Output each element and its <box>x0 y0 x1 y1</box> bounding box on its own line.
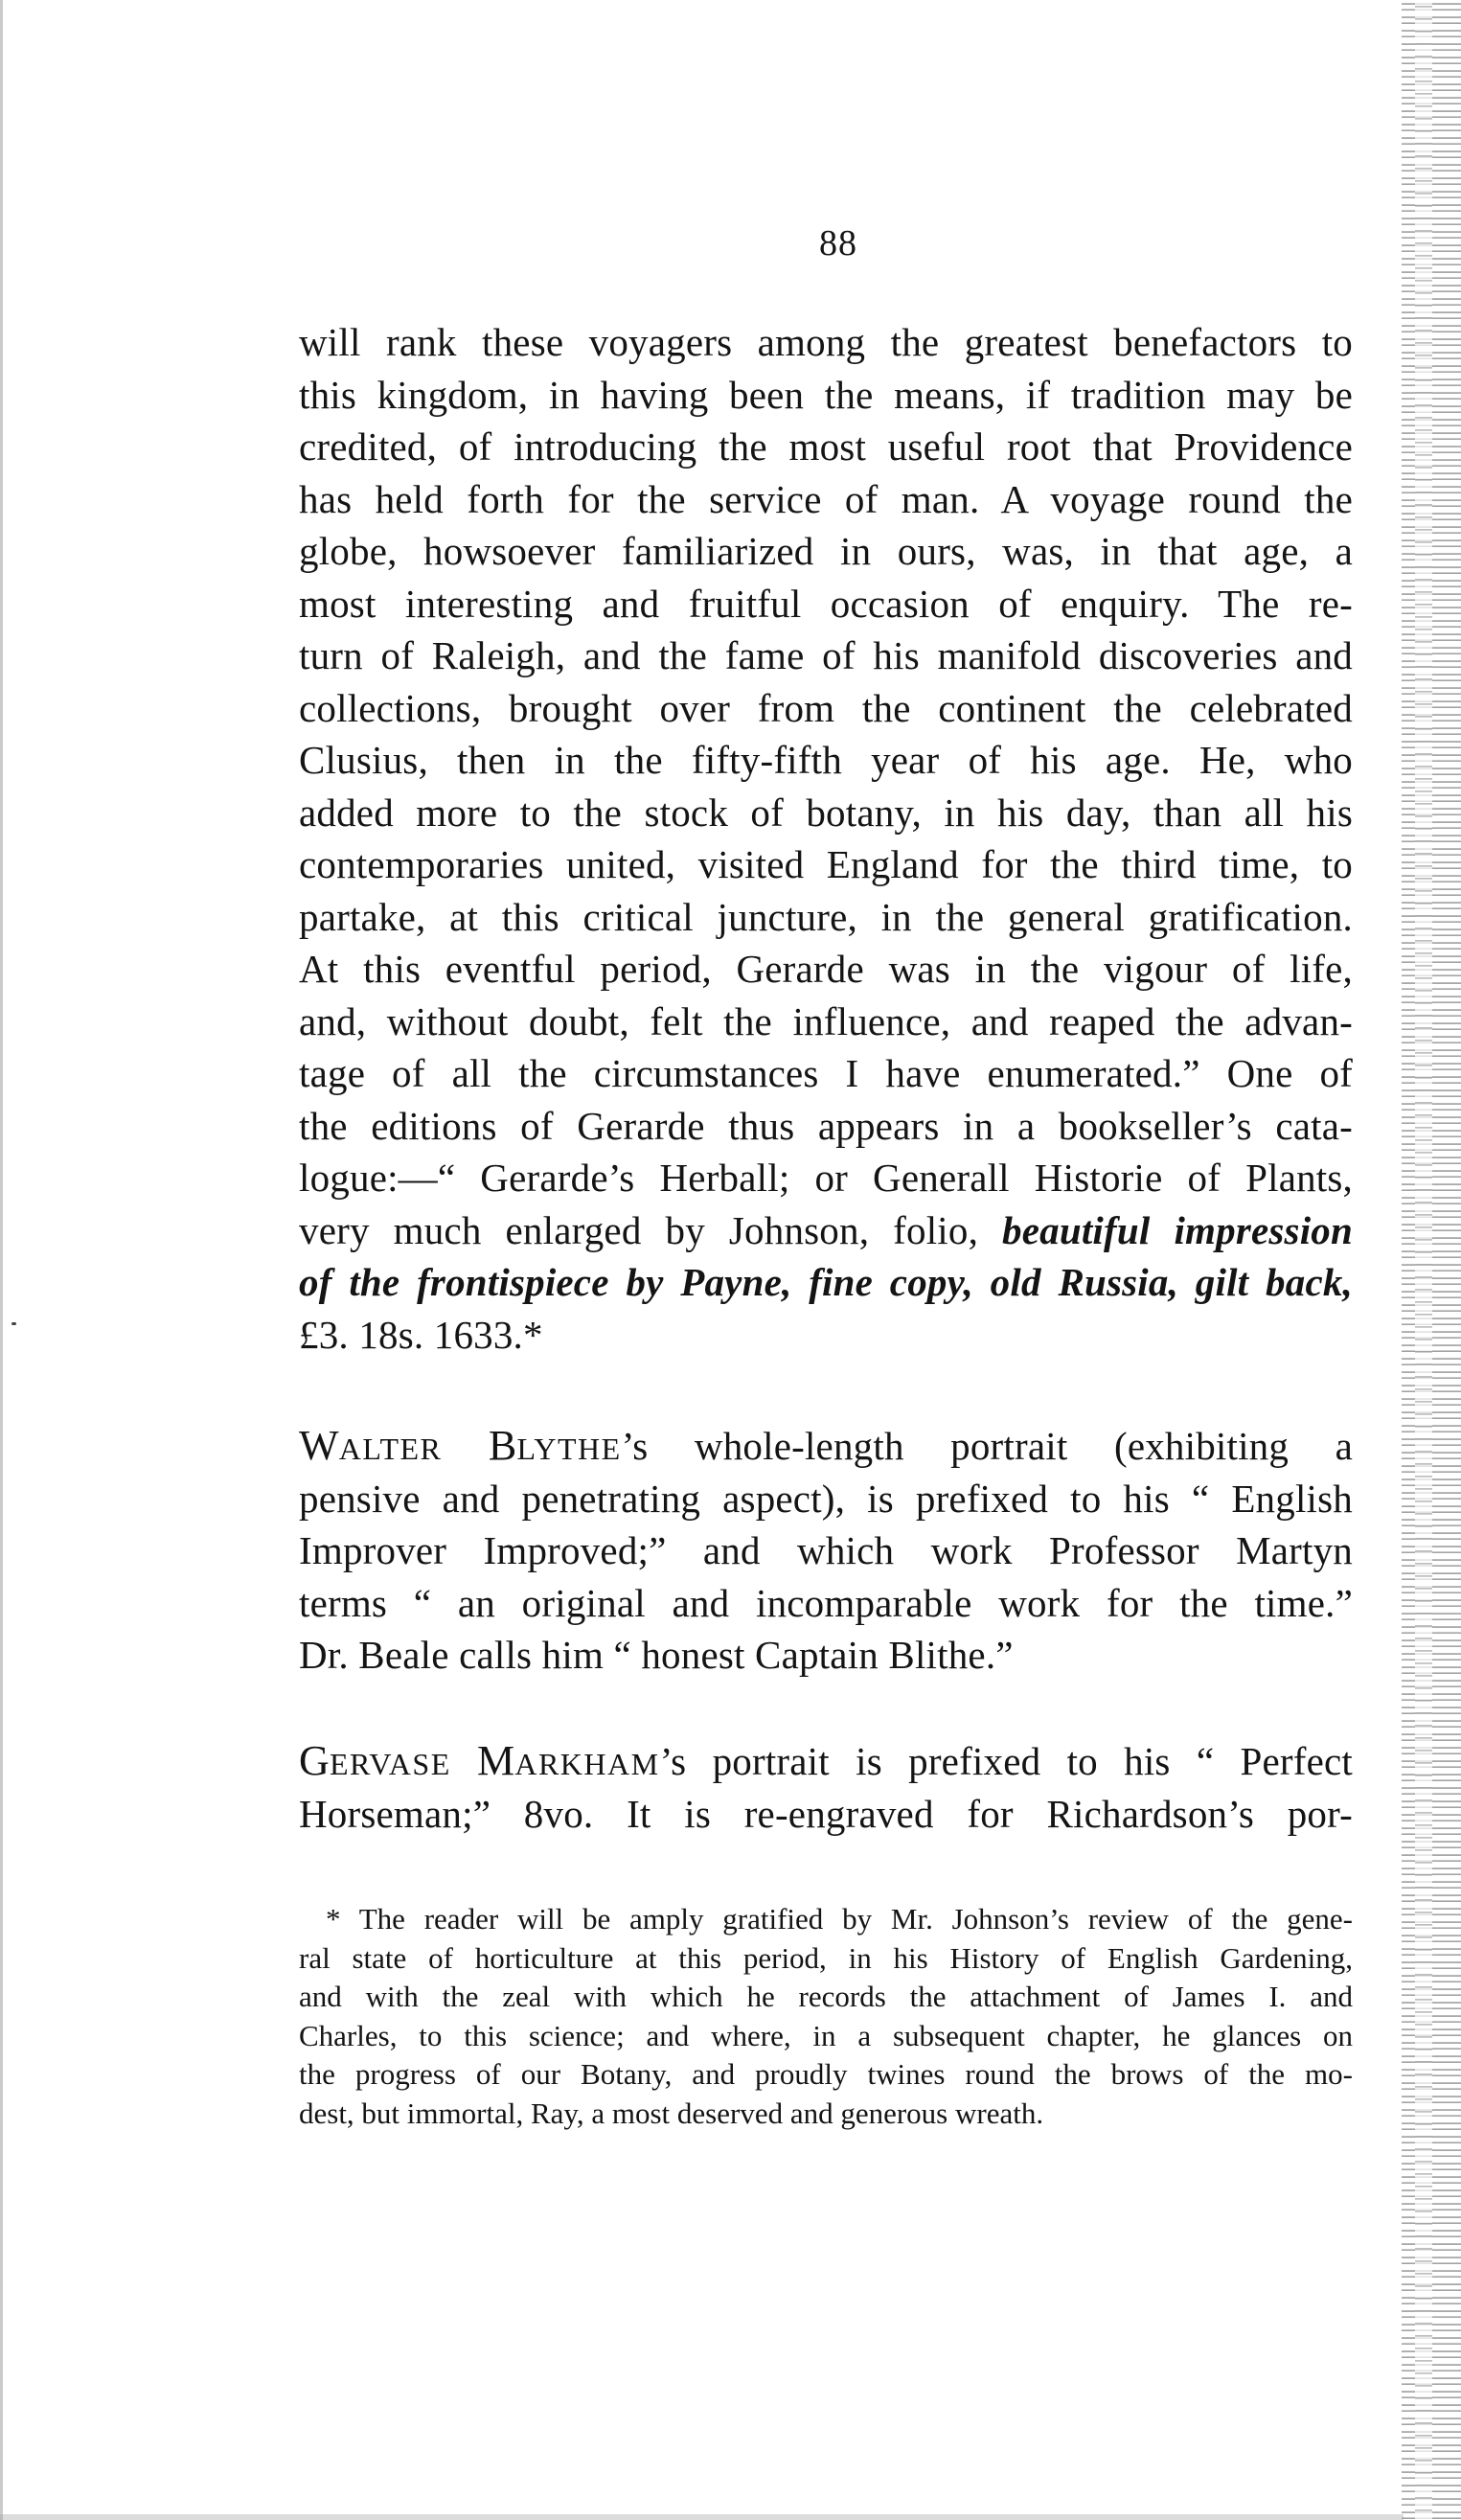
text-line: partake, at this critical juncture, in the general gratification. <box>299 894 1353 939</box>
text-plain: ’s whole-length portrait (exhibiting a <box>621 1424 1353 1468</box>
text-line: the editions of Gerarde thus appears in a bookseller’s cata- <box>299 1103 1353 1148</box>
text-italic-emphasis: beautiful impression <box>1002 1207 1353 1252</box>
small-caps-initial: W <box>299 1422 339 1469</box>
text-line: terms “ an original and incomparable work for the time.” <box>299 1580 1353 1625</box>
text-line: Horseman;” 8vo. It is re-engraved for Richardson’s por- <box>299 1791 1353 1836</box>
small-caps-initial: M <box>477 1737 515 1784</box>
text-plain: ’s portrait is prefixed to his “ Perfect <box>659 1739 1353 1783</box>
page-number: 88 <box>819 223 857 263</box>
text-line: most interesting and fruitful occasion of enquiry. The re- <box>299 581 1353 626</box>
text-line: this kingdom, in having been the means, if tradition may be <box>299 372 1353 417</box>
text-line: Dr. Beale calls him “ honest Captain Blithe.” <box>299 1633 1014 1677</box>
footnote <box>299 1900 1353 2133</box>
text-line: has held forth for the service of man. A voyage round the <box>299 476 1353 521</box>
paragraph-walter-blythe <box>299 1420 1353 1682</box>
text-line-heading <box>299 1735 1353 1788</box>
page-left-edge <box>0 0 3 2520</box>
text-line: will rank these voyagers among the greatest benefactors to <box>299 320 1353 364</box>
text-line: Clusius, then in the fifty-fifth year of his age. He, who <box>299 738 1353 782</box>
small-caps-rest: ALTER <box>338 1432 443 1466</box>
paragraph-gervase-markham <box>299 1735 1353 1840</box>
footnote-line: * The reader will be amply gratified by Mr. Johnson’s review of the gene- <box>326 1902 1353 1936</box>
small-caps-rest: ARKHAM <box>514 1747 660 1781</box>
small-caps-initial: B <box>488 1422 517 1469</box>
text-line: logue:—“ Gerarde’s Herball; or Generall Historie of Plants, <box>299 1156 1353 1200</box>
text-line-price: £3. 18s. 1633.* <box>299 1312 543 1357</box>
small-caps-rest: ERVASE <box>329 1747 451 1781</box>
text-line: contemporaries united, visited England for the third time, to <box>299 842 1353 886</box>
text-line: Improver Improved;” and which work Professor Martyn <box>299 1528 1353 1572</box>
text-line: collections, brought over from the continent the celebrated <box>299 685 1353 730</box>
text-plain: very much enlarged by Johnson, folio, <box>299 1207 1003 1252</box>
page-torn-right-edge-inner <box>1415 0 1432 2520</box>
text-line: pensive and penetrating aspect), is prefixed to his “ English <box>299 1476 1353 1521</box>
small-caps-rest: LYTHE <box>516 1432 622 1466</box>
footnote-line: ral state of horticulture at this period, in his History of English Gardening, <box>299 1940 1353 1975</box>
text-line-heading <box>299 1420 1353 1473</box>
text-line: credited, of introducing the most useful root that Providence <box>299 424 1353 469</box>
page-bottom-edge <box>0 2514 1404 2520</box>
text-line: At this eventful period, Gerarde was in the vigour of life, <box>299 947 1353 991</box>
text-line-mixed <box>299 1204 1353 1257</box>
footnote-line: dest, but immortal, Ray, a most deserved and generous wreath. <box>299 2096 1044 2130</box>
paragraph-gerarde-continuation <box>299 316 1353 1361</box>
footnote-line: and with the zeal with which he records the attachment of James I. and <box>299 1980 1353 2013</box>
text-line: and, without doubt, felt the influence, and reaped the advan- <box>299 998 1353 1043</box>
text-line-italic: of the frontispiece by Payne, fine copy, old Russia, gilt back, <box>299 1260 1353 1304</box>
ink-speck <box>11 1322 16 1325</box>
text-line: turn of Raleigh, and the fame of his manifold discoveries and <box>299 633 1353 677</box>
text-line: tage of all the circumstances I have enumerated.” One of <box>299 1051 1353 1095</box>
text-line: added more to the stock of botany, in his day, than all his <box>299 790 1353 835</box>
small-caps-initial: G <box>299 1737 330 1784</box>
text-line: globe, howsoever familiarized in ours, was, in that age, a <box>299 529 1353 573</box>
footnote-line: the progress of our Botany, and proudly twines round the brows of the mo- <box>299 2057 1353 2091</box>
footnote-line: Charles, to this science; and where, in a subsequent chapter, he glances on <box>299 2018 1353 2052</box>
